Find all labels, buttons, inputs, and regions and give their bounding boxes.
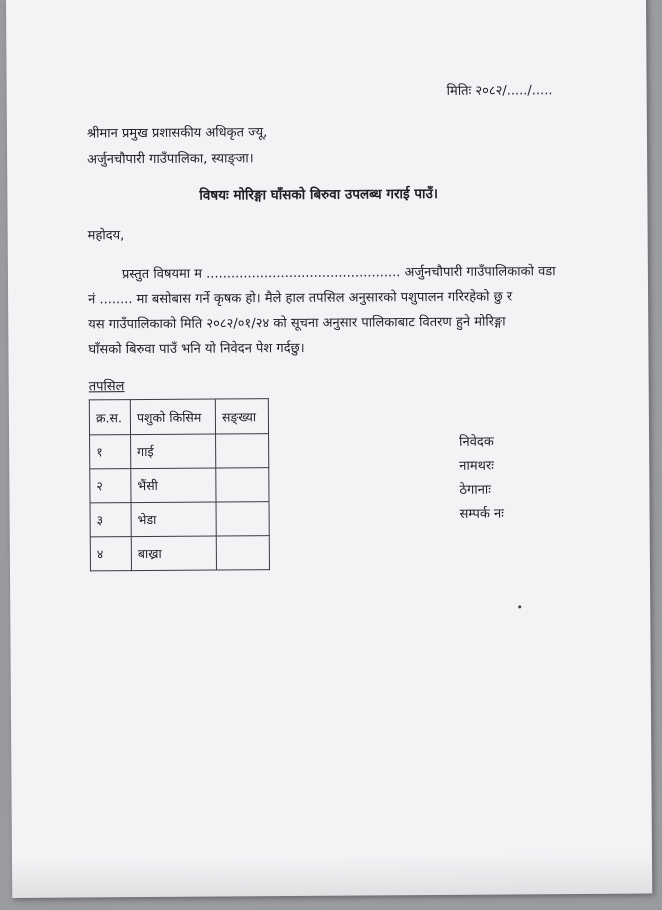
applicant-contact-label: सम्पर्क नः bbox=[459, 506, 504, 522]
table-row bbox=[90, 434, 269, 469]
animal-type-cell: बाख्रा bbox=[131, 536, 216, 571]
count-cell[interactable] bbox=[216, 468, 269, 502]
column-header-count: सङ्ख्या bbox=[215, 399, 268, 434]
animal-type-cell: भैंसी bbox=[131, 468, 216, 503]
table-row bbox=[90, 536, 269, 571]
table-row bbox=[90, 502, 269, 537]
animal-type-cell: भेडा bbox=[131, 502, 216, 537]
count-cell[interactable] bbox=[216, 502, 269, 536]
count-cell[interactable] bbox=[216, 434, 269, 468]
body-line: घाँसको बिरुवा पाउँ भनि यो निवेदन पेश गर्दछु। bbox=[88, 340, 305, 358]
column-header-serial: क्र.स. bbox=[89, 400, 130, 435]
applicant-name-label: नामथरः bbox=[459, 458, 494, 474]
paper-sheet bbox=[6, 0, 652, 898]
livestock-table bbox=[89, 398, 270, 571]
letter-date: मितिः २०८२/...../..... bbox=[446, 83, 553, 99]
letter-subject: विषयः मोरिङ्गा घाँसको बिरुवा उपलब्ध गराई पाउँ। bbox=[199, 185, 439, 204]
details-heading: तपसिल bbox=[88, 379, 125, 395]
stray-mark bbox=[518, 605, 521, 608]
count-cell[interactable] bbox=[216, 536, 269, 570]
salutation: महोदय, bbox=[87, 228, 125, 244]
serial-cell: १ bbox=[90, 435, 131, 469]
applicant-block bbox=[459, 431, 504, 527]
recipient-line-1: श्रीमान प्रमुख प्रशासकीय अधिकृत ज्यू, bbox=[86, 125, 268, 142]
serial-cell: ४ bbox=[90, 537, 131, 571]
applicant-title: निवेदक bbox=[459, 434, 494, 450]
serial-cell: ३ bbox=[90, 503, 131, 537]
recipient-line-2: अर्जुनचौपारी गाउँपालिका, स्याङ्जा। bbox=[87, 151, 254, 168]
table-header-row bbox=[89, 399, 268, 435]
column-header-animal-type: पशुको किसिम bbox=[130, 399, 215, 435]
serial-cell: २ bbox=[90, 469, 131, 503]
letter-body bbox=[88, 259, 589, 362]
table-row bbox=[90, 468, 269, 503]
animal-type-cell: गाई bbox=[131, 434, 216, 469]
body-line: यस गाउँपालिकाको मिति २०८२/०१/२४ को सूचना अनुसार पालिकाबाट वितरण हुने मोरिङ्गा bbox=[88, 314, 506, 333]
body-line: नं ........ मा बसोबास गर्ने कृषक हो। मैले हाल तपसिल अनुसारको पशुपालन गरिरहेको छु र bbox=[88, 289, 513, 308]
applicant-address-label: ठेगानाः bbox=[459, 482, 491, 498]
body-line: प्रस्तुत विषयमा म ............................................... अर्जुनचौपारी गाउँपालिकाको वडा bbox=[121, 264, 556, 283]
